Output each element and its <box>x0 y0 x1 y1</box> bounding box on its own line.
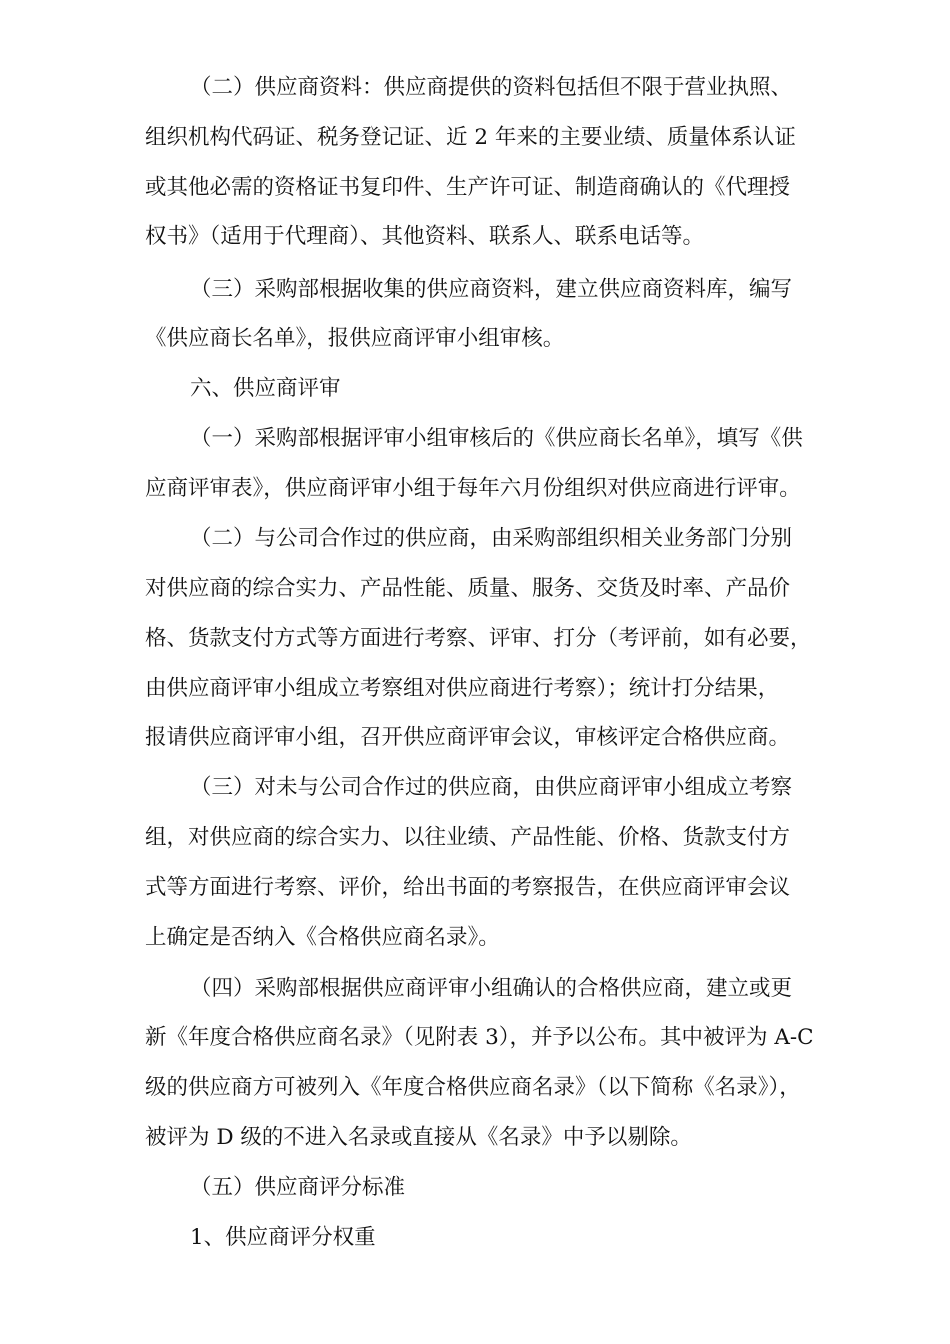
text-line: 式等方面进行考察、评价，给出书面的考察报告，在供应商评审会议 <box>145 875 791 900</box>
text-line: 应商评审表》，供应商评审小组于每年六月份组织对供应商进行评审。 <box>145 476 801 501</box>
text-line: 对供应商的综合实力、产品性能、质量、服务、交货及时率、产品价 <box>145 576 791 601</box>
text-line: （二）供应商资料：供应商提供的资料包括但不限于营业执照、 <box>190 75 793 100</box>
text-line: （四）采购部根据供应商评审小组确认的合格供应商，建立或更 <box>190 976 793 1001</box>
text-line: 上确定是否纳入《合格供应商名录》。 <box>145 925 500 950</box>
text-line: 组，对供应商的综合实力、以往业绩、产品性能、价格、货款支付方 <box>145 825 791 850</box>
text-line: 被评为 D 级的不进入名录或直接从《名录》中予以剔除。 <box>145 1125 692 1150</box>
subsection-heading: （五）供应商评分标准 <box>190 1175 406 1200</box>
text-line: （三）采购部根据收集的供应商资料，建立供应商资料库，编写 <box>190 277 793 302</box>
text-line: 格、货款支付方式等方面进行考察、评审、打分（考评前，如有必要， <box>145 626 812 651</box>
subsection-heading: 1、供应商评分权重 <box>190 1225 376 1250</box>
text-line: 新《年度合格供应商名录》（见附表 3），并予以公布。其中被评为 A-C <box>145 1025 814 1050</box>
text-line: （一）采购部根据评审小组审核后的《供应商长名单》，填写《供 <box>190 426 803 451</box>
text-line: （二）与公司合作过的供应商，由采购部组织相关业务部门分别 <box>190 526 793 551</box>
text-line: 权书》（适用于代理商）、其他资料、联系人、联系电话等。 <box>145 224 705 249</box>
text-line: 或其他必需的资格证书复印件、生产许可证、制造商确认的《代理授 <box>145 175 791 200</box>
text-line: 级的供应商方可被列入《年度合格供应商名录》（以下简称《名录》）， <box>145 1075 801 1100</box>
text-line: （三）对未与公司合作过的供应商，由供应商评审小组成立考察 <box>190 775 793 800</box>
text-line: 报请供应商评审小组，召开供应商评审会议，审核评定合格供应商。 <box>145 725 791 750</box>
section-heading: 六、供应商评审 <box>190 376 341 401</box>
text-line: 《供应商长名单》，报供应商评审小组审核。 <box>145 326 565 351</box>
text-line: 由供应商评审小组成立考察组对供应商进行考察）；统计打分结果， <box>145 676 780 701</box>
text-line: 组织机构代码证、税务登记证、近 2 年来的主要业绩、质量体系认证 <box>145 125 796 150</box>
